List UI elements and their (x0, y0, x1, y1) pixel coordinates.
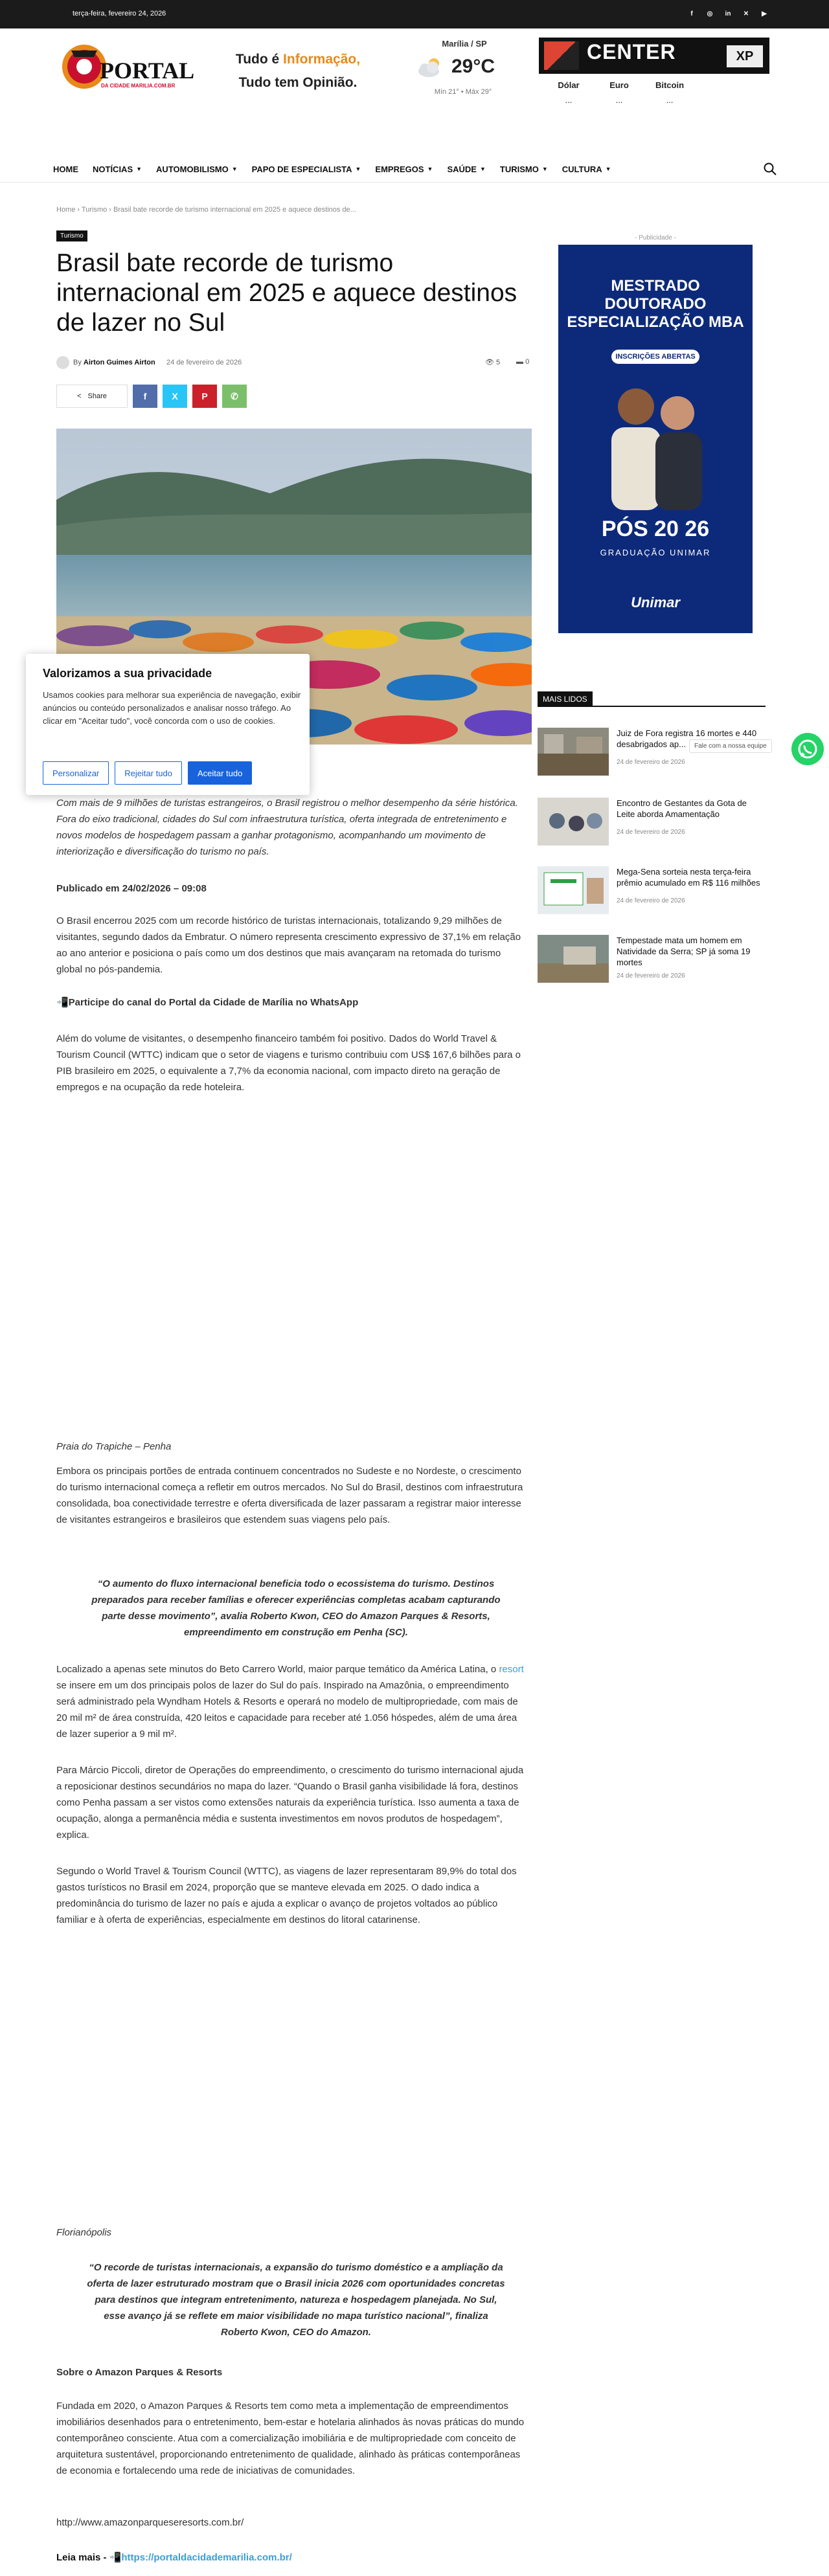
nav-cultura[interactable] (562, 164, 620, 174)
nav-automobilismo[interactable] (156, 164, 247, 174)
cookie-title: Valorizamos a sua privacidade (43, 667, 212, 680)
ad-brand: Unimar (631, 594, 680, 610)
post-date: 24 de fevereiro de 2026 (617, 897, 685, 904)
nav-label: TURISMO (499, 164, 539, 174)
share-pinterest-icon[interactable]: P (192, 385, 217, 408)
ad-pos: PÓS 20 26 (601, 517, 710, 541)
chevron-down-icon: ▼ (541, 166, 548, 172)
paragraph-text (56, 1661, 525, 1742)
nav-label: CULTURA (562, 164, 602, 174)
main-nav (0, 155, 829, 183)
ad-brand: CENTER (587, 40, 676, 63)
ad-brand-secondary: XP (727, 45, 763, 67)
post-thumbnail (538, 935, 609, 983)
resort-link[interactable]: resort (499, 1664, 524, 1675)
currency-name: Bitcoin (655, 80, 685, 90)
published-text: Publicado em 24/02/2026 – 09:08 (56, 883, 207, 894)
sidebar-post[interactable] (538, 935, 766, 987)
currency-value: ... (565, 95, 573, 105)
weather-temperature: 29°C (451, 56, 495, 77)
paragraph-part: se insere em um dos principais polos de lazer do Sul do país. Inspirado na Amazônia, o empreendimento será administrado pela Wyndham Hotels & Resorts e operará no modelo de multipropriedade, com mais de 20 mil m² de área construída, 420 leitos e capacidade para receber até 1.056 hóspedes, além de uma área de lazer superior a 9 mil m². (56, 1680, 518, 1740)
nav-turismo[interactable] (500, 164, 557, 174)
nav-home[interactable] (53, 164, 87, 174)
article-date: 24 de fevereiro de 2026 (166, 359, 242, 366)
comment-icon: ▬ (516, 358, 523, 366)
author-name[interactable]: Airton Guimes Airton (83, 359, 155, 366)
author-byline (73, 359, 155, 366)
share-button[interactable] (56, 385, 128, 408)
slogan-line-2: Tudo tem Opinião. (238, 75, 358, 90)
facebook-icon[interactable]: f (690, 10, 693, 17)
nav-saude[interactable] (447, 164, 494, 174)
cloud-sun-icon (414, 54, 446, 80)
chevron-down-icon: ▼ (427, 166, 433, 172)
paragraph-text: Além do volume de visitantes, o desempenho financeiro também foi positivo. Dados do World Travel & Tourism Council (WTTC) indicam que o setor de viagens e turismo contribuiu com US$ 167,6 bilhões para o PIB brasileiro em 2025, o equivalente a 7,7% da economia nacional, com impacto direto na geração de empregos e na ocupação da rede hoteleira. (56, 1033, 521, 1093)
paragraph-6 (56, 1863, 525, 1928)
eye-icon: 👁 (485, 359, 494, 366)
instagram-icon[interactable]: ◎ (707, 10, 713, 17)
customize-button[interactable]: Personalizar (43, 761, 109, 785)
currency-value: ... (615, 95, 623, 105)
site-logo[interactable] (58, 38, 194, 96)
image-caption-1 (56, 1439, 525, 1455)
accept-all-button[interactable]: Aceitar tudo (188, 761, 252, 785)
leia-mais-text (56, 2549, 525, 2566)
ad-people-illustration (597, 374, 714, 510)
whatsapp-channel-link[interactable] (56, 994, 525, 1011)
site-link[interactable] (56, 2514, 525, 2531)
slogan-part: Tudo é (235, 52, 284, 67)
site-link-text[interactable]: http://www.amazonparqueseresorts.com.br/ (56, 2517, 244, 2528)
reject-all-button[interactable]: Rejeitar tudo (115, 761, 182, 785)
post-date: 24 de fevereiro de 2026 (617, 759, 685, 766)
nav-label: EMPREGOS (375, 164, 424, 174)
ad-logo-mark (544, 41, 579, 70)
paragraph-part: Localizado a apenas sete minutos do Beto Carrero World, maior parque temático da América Latina, o (56, 1664, 499, 1675)
paragraph-2 (56, 1031, 525, 1095)
chevron-down-icon: ▼ (605, 166, 611, 172)
whatsapp-icon (791, 733, 824, 765)
nav-papo-de-especialista[interactable] (252, 164, 370, 174)
post-date: 24 de fevereiro de 2026 (617, 972, 685, 980)
post-thumbnail (538, 798, 609, 846)
sidebar-post[interactable] (538, 798, 766, 849)
caption-text: Florianópolis (56, 2227, 112, 2238)
sidebar-post[interactable] (538, 866, 766, 918)
paragraph-1 (56, 913, 525, 978)
caption-text: Praia do Trapiche – Penha (56, 1441, 172, 1452)
nav-label: PAPO DE ESPECIALISTA (251, 164, 352, 174)
current-date: terça-feira, fevereiro 24, 2026 (73, 10, 166, 17)
currency-widget (539, 80, 769, 105)
quote-2 (85, 2259, 506, 2340)
whatsapp-link-text[interactable]: 📲Participe do canal do Portal da Cidade de Marília no WhatsApp (56, 997, 359, 1008)
publicidade-label: - Publicidade - (635, 234, 676, 241)
social-links (686, 8, 770, 19)
nav-empregos[interactable] (375, 164, 442, 174)
views-value: 5 (496, 359, 501, 366)
post-title[interactable]: Mega-Sena sorteia nesta terça-feira prêmio acumulado em R$ 116 milhões (617, 867, 760, 888)
share-whatsapp-icon[interactable]: ✆ (222, 385, 247, 408)
currency-value: ... (666, 95, 674, 105)
header-ad-banner[interactable] (539, 38, 769, 74)
quote-1 (89, 1576, 503, 1641)
share-facebook-icon[interactable]: f (133, 385, 157, 408)
paragraph-text: Segundo o World Travel & Tourism Council (WTTC), as viagens de lazer representaram 89,9% do total dos gastos turísticos no Brasil em 2024, proporção que se manteve elevada em 2025. O dado indica a predominância do turismo de lazer no país e ajuda a explicar o avanço de projetos voltados ao público familiar e à oferta de experiências, especialmente em destinos do litoral catarinense. (56, 1866, 517, 1925)
category-badge[interactable]: Turismo (56, 230, 87, 241)
nav-label: NOTÍCIAS (93, 164, 133, 174)
currency-euro (598, 80, 640, 105)
search-icon[interactable] (763, 162, 777, 176)
whatsapp-float-button[interactable] (791, 733, 824, 765)
paragraph-5 (56, 1762, 525, 1843)
currency-dolar (548, 80, 589, 105)
post-title[interactable]: Tempestade mata um homem em Natividade da Serra; SP já soma 19 mortes (617, 935, 751, 967)
post-title[interactable]: Juiz de Fora registra 16 mortes e 440 desabrigados ap... (617, 728, 757, 749)
mais-lidos-label: MAIS LIDOS (538, 691, 593, 707)
mais-lidos-header (538, 691, 766, 707)
comments-count[interactable] (516, 358, 529, 366)
youtube-icon[interactable]: ▶ (762, 10, 767, 17)
leia-mais (56, 2549, 525, 2566)
paragraph-text: Embora os principais portões de entrada continuem concentrados no Sudeste e no Nordeste, o crescimento do turismo internacional começa a refletir em outros mercados. No Sul do Brasil, destinos com infraestrutura consolidada, boa conectividade terrestre e oferta diversificada de lazer passaram a registrar maior interesse de visitantes estrangeiros e brasileiros que estendem suas viagens pelo país. (56, 1466, 523, 1525)
logo-subtext: DA CIDADE MARILIA.COM.BR (101, 83, 176, 89)
twitter-x-icon[interactable]: ✕ (743, 10, 749, 17)
weather-minmax: Mín 21° • Máx 29° (434, 88, 492, 96)
ad-headline: MESTRADO DOUTORADO ESPECIALIZAÇÃO MBA (567, 277, 744, 331)
currency-name: Euro (609, 80, 629, 90)
image-caption-2 (56, 2224, 525, 2241)
share-bar (56, 385, 247, 408)
paragraph-text: O Brasil encerrou 2025 com um recorde histórico de turistas internacionais, totalizando 9,29 milhões de visitantes, segundo dados da Embratur. O número representa crescimento expressivo de 37,1% em relação ao ano anterior e posiciona o país como um dos destinos que mais avançaram na retomada do turismo global no pós-pandemia. (56, 915, 521, 975)
paragraph-7 (56, 2398, 525, 2479)
quote-text: “O aumento do fluxo internacional beneficia todo o ecossistema do turismo. Destinos preparados para receber famílias e oferecer experiências completas acabam capturando parte desse movimento”, avalia Roberto Kwon, CEO do Amazon Parques & Resorts, empreendimento em construção em Penha (SC). (91, 1578, 501, 1638)
post-title[interactable]: Encontro de Gestantes da Gota de Leite aborda Amamentação (617, 798, 747, 819)
linkedin-icon[interactable]: in (725, 10, 731, 17)
top-bar (0, 0, 829, 28)
sidebar-post[interactable] (538, 728, 766, 779)
chevron-down-icon: ▼ (479, 166, 486, 172)
post-thumbnail (538, 866, 609, 914)
cookie-buttons (43, 761, 252, 785)
paragraph-3 (56, 1463, 525, 1528)
slogan-highlight: Informação, (283, 52, 361, 67)
paragraph-4 (56, 1661, 525, 1742)
cookie-consent-banner (26, 654, 310, 795)
views-count (485, 358, 500, 366)
avatar[interactable] (56, 356, 69, 369)
share-twitter-icon[interactable]: X (163, 385, 187, 408)
nav-label: SAÚDE (447, 164, 477, 174)
whatsapp-tooltip: Fale com a nossa equipe (689, 739, 772, 753)
leia-mais-link[interactable]: https://portaldacidademarilia.com.br/ (121, 2552, 292, 2563)
paragraph-text: Para Márcio Piccoli, diretor de Operações do empreendimento, o crescimento do turismo internacional ajuda a reposicionar destinos secundários no mapa do lazer. “Quando o Brasil ganha visibilidade lá fora, destinos como Penha passam a ser vistos como extensões naturais da experiência turística. Isso aumenta a taxa de ocupação, alonga a permanência média e sustenta investimentos em novos produtos de hospedagem”, explica. (56, 1765, 524, 1841)
post-date: 24 de fevereiro de 2026 (617, 829, 685, 836)
comments-value: 0 (525, 358, 530, 366)
author-prefix: By (73, 359, 82, 366)
published-line (56, 880, 525, 897)
article-title: Brasil bate recorde de turismo internacional em 2025 e aquece destinos de lazer no Sul (56, 249, 517, 337)
ad-badge: INSCRIÇÕES ABERTAS (611, 350, 699, 364)
section-heading: Sobre o Amazon Parques & Resorts (56, 2367, 223, 2378)
quote-text: “O recorde de turistas internacionais, a expansão do turismo doméstico e a ampliação da oferta de lazer estruturado mostram que o Brasil inicia 2026 com oportunidades concretas para destinos que integram entretenimento, natureza e hospedagem planejada. No Sul, esse avanço já se reflete em maior visibilidade no mapa turístico nacional”, finaliza Roberto Kwon, CEO do Amazon. (87, 2262, 505, 2338)
article-lead (56, 795, 525, 860)
about-heading (56, 2364, 525, 2380)
share-label: Share (87, 392, 107, 400)
nav-label: AUTOMOBILISMO (156, 164, 229, 174)
post-thumbnail (538, 728, 609, 776)
chevron-down-icon: ▼ (231, 166, 238, 172)
chevron-down-icon: ▼ (355, 166, 361, 172)
nav-label: HOME (53, 164, 78, 174)
share-icon: < (77, 392, 82, 400)
lead-paragraph: Com mais de 9 milhões de turistas estrangeiros, o Brasil registrou o melhor desempenho da série histórica. Fora do eixo tradicional, cidades do Sul com infraestrutura turística, oferta integrada de entretenimento e novos modelos de hospedagem passam a ganhar protagonismo, acompanhando um movimento de interiorização e diversificação do turismo no país. (56, 798, 518, 857)
weather-city: Marília / SP (442, 39, 487, 49)
breadcrumb[interactable]: Home › Turismo › Brasil bate recorde de turismo internacional em 2025 e aquece destinos de... (56, 206, 356, 214)
cookie-body: Usamos cookies para melhorar sua experiência de navegação, exibir anúncios ou conteúdo personalizados e analisar nosso tráfego. Ao clicar em "Aceitar tudo", você concorda com o uso de cookies. (43, 690, 301, 726)
paragraph-text: Fundada em 2020, o Amazon Parques & Resorts tem como meta a implementação de empreendimentos imobiliários desenhados para o entretenimento, bem-estar e hotelaria alinhados às novas práticas do mundo contemporâneo consciente. Atua com a comercialização imobiliária e de multipropriedade com conceito de arquitetura sustentável, proporcionando entretenimento de qualidade, alinhado às práticas contemporâneas de economia e fortalecendo uma rede de iniciativas de comunidades. (56, 2401, 525, 2476)
currency-bitcoin (649, 80, 690, 105)
article-meta (56, 355, 532, 370)
currency-name: Dólar (558, 80, 580, 90)
sidebar-ad[interactable] (558, 245, 753, 633)
chevron-down-icon: ▼ (136, 166, 142, 172)
ad-graduacao: GRADUAÇÃO UNIMAR (600, 548, 711, 557)
logo-text: PORTAL (100, 58, 195, 84)
site-slogan (220, 48, 376, 95)
nav-noticias[interactable] (93, 164, 151, 174)
leia-mais-prefix: Leia mais - 📲 (56, 2552, 122, 2563)
